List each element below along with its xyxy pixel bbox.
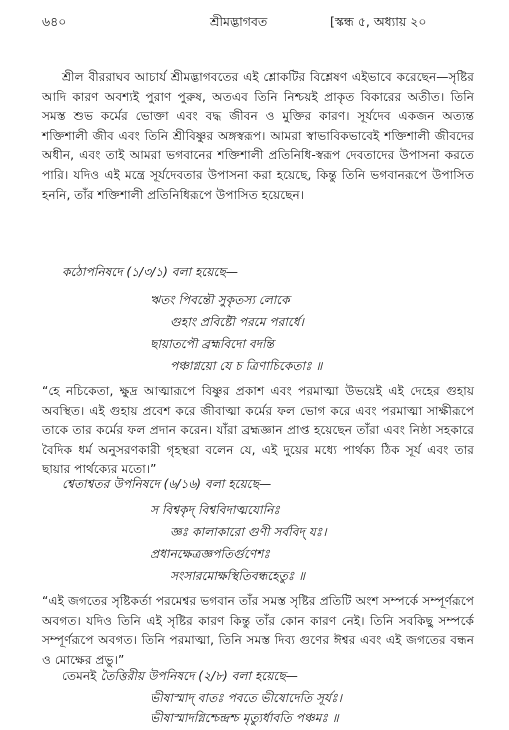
citation-svetasvatara-upanishad: শ্বেতাশ্বতর উপনিষদে (৬/১৬) বলা হয়েছে— [62,477,272,491]
verse-line: গুহাং প্রবিষ্টৌ পরমে পরার্ধে। [170,315,304,329]
translation-paragraph-1: “হে নচিকেতা, ক্ষুদ্র আত্মারূপে বিষ্ণুর প্রকাশ এবং পরমাত্মা উভয়েই এই দেহের গুহায় অবস্থিত। এই গুহায় প্রবেশ করে জীবাত্মা কর্মের ফল ভোগ করে এবং পরমাত্মা সাক্ষীরূপে তাকে তার কর্মের ফল প্রদান করেন। যাঁরা ব্রহ্মজ্ঞান প্রাপ্ত হয়েছেন তাঁরা এবং নিষ্ঠা সহকারে বৈদিক ধর্ম অনুসরণকারী গৃহস্থরা বলেন যে, এই দুয়ের মধ্যে পার্থক্য ঠিক সূর্য এবং তার ছায়ার পার্থক্যের মতো।” [42,384,474,477]
verse-line: সংসারমোক্ষস্থিতিবন্ধহেতুঃ ॥ [170,569,305,583]
verse-line: পঞ্চাগ্নয়ো যে চ ত্রিণাচিকেতাঃ ॥ [170,359,323,373]
citation-taittiriya-upanishad [62,668,298,688]
verse-line: ঋতং পিবন্তৌ সুকৃতস্য লোকে [150,293,290,307]
verse-line: ভীষাস্মাদগ্নিশ্চেন্দ্রশ্চ মৃত্যুর্ধাবতি পঞ্চমঃ ॥ [150,711,339,725]
purport-paragraph-1: শ্রীল বীররাঘব আচার্য শ্রীমদ্ভাগবতের এই শ্লোকটির বিশ্লেষণ এইভাবে করেছেন—সৃষ্টির আদি কারণ অবশ্যই পুরাণ পুরুষ, অতএব তিনি নিশ্চয়ই প্রাকৃত বিকারের অতীত। তিনি সমস্ত শুভ কর্মের ভোক্তা এবং বদ্ধ জীবন ও মুক্তির কারণ। সূর্যদেব একজন অত্যন্ত শক্তিশালী জীব এবং তিনি শ্রীবিষ্ণুর অঙ্গস্বরূপ। আমরা স্বাভাবিকভাবেই শক্তিশালী জীবদের অধীন, এবং তাই আমরা ভগবানের শক্তিশালী প্রতিনিধি-স্বরূপ দেবতাদের উপাসনা করতে পারি। যদিও এই মন্ত্রে সূর্যদেবতার উপাসনা করা হয়েছে, কিন্তু তিনি ভগবানরূপে উপাসিত হননি, তাঁর শক্তিশালী প্রতিনিধিরূপে উপাসিত হয়েছেন। [42,70,474,202]
verse-line: স বিশ্বকৃদ্ বিশ্ববিদাত্মযোনিঃ [150,503,280,517]
book-title: শ্রীমদ্ভাগবত [210,14,268,29]
page-number: ৬৪০ [42,14,67,29]
citation-text: তৈত্তিরীয় উপনিষদে (২/৮) বলা হয়েছে— [100,669,298,683]
chapter-reference: [স্কন্ধ ৫, অধ্যায় ২০ [330,14,427,29]
citation-katha-upanishad: কঠোপনিষদে (১/৩/১) বলা হয়েছে— [62,265,238,279]
verse-line: ভীষাস্মাদ্ বাতঃ পবতে ভীষোদেতি সূর্যঃ। [150,691,342,705]
verse-line: প্রধানক্ষেত্রজ্ঞপতির্গুণেশঃ [150,547,270,561]
translation-paragraph-2: “এই জগতের সৃষ্টিকর্তা পরমেশ্বর ভগবান তাঁর সমস্ত সৃষ্টির প্রতিটি অংশ সম্পর্কে সম্পূর্ণরূপে অবগত। যদিও তিনি এই সৃষ্টির কারণ কিন্তু তাঁর কোন কারণ নেই। তিনি সবকিছু সম্পর্কে সম্পূর্ণরূপে অবগত। তিনি পরমাত্মা, তিনি সমস্ত দিব্য গুণের ঈশ্বর এবং এই জগতের বন্ধন ও মোক্ষের প্রভু।” [42,594,474,667]
verse-line: জ্ঞঃ কালাকারো গুণী সর্ববিদ্ যঃ। [170,525,327,539]
citation-prefix: তেমনই [62,669,101,683]
verse-line: ছায়াতপৌ ব্রহ্মবিদো বদন্তি [150,337,274,351]
